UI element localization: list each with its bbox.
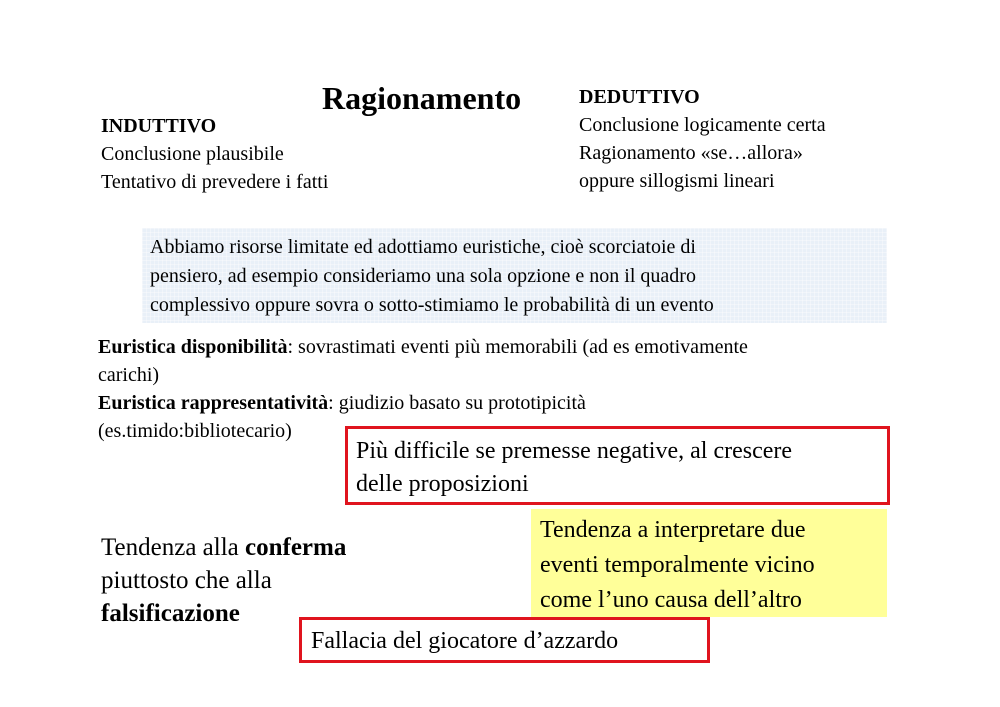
induttivo-block	[101, 112, 328, 196]
deduttivo-block	[579, 83, 826, 195]
tendenza-causa-line-1: Tendenza a interpretare due	[540, 517, 806, 543]
fallacia-box	[299, 617, 710, 663]
tendenza-conferma-line-1	[101, 531, 421, 564]
premesse-negative-line-2: delle proposizioni	[356, 471, 529, 497]
euristiche-box	[142, 228, 887, 323]
euristica-rappresentativita-text: : giudizio basato su prototipicità (es.timido:bibliotecario)	[98, 392, 586, 442]
tendenza-falsificazione-bold: falsificazione	[101, 600, 240, 627]
induttivo-heading: INDUTTIVO	[101, 115, 217, 137]
deduttivo-line-1: Conclusione logicamente certa	[579, 114, 826, 136]
slide-title: Ragionamento	[322, 80, 522, 116]
euristica-disponibilita	[98, 333, 748, 389]
tendenza-conferma-bold: conferma	[245, 534, 347, 561]
euristica-disponibilita-text: : sovrastimati eventi più memorabili (ad es emotivamente carichi)	[98, 336, 748, 386]
euristiche-box-line-1: Abbiamo risorse limitate ed adottiamo euristiche, cioè scorciatoie di	[150, 236, 696, 258]
euristiche-box-line-3: complessivo oppure sovra o sotto-stimiamo le probabilità di un evento	[150, 294, 714, 316]
deduttivo-line-3: oppure sillogismi lineari	[579, 170, 775, 192]
euristiche-box-line-2: pensiero, ad esempio consideriamo una sola opzione e non il quadro	[150, 265, 696, 287]
deduttivo-heading: DEDUTTIVO	[579, 86, 700, 108]
tendenza-causa-box	[531, 509, 887, 617]
tendenza-causa-line-3: come l’uno causa dell’altro	[540, 587, 802, 613]
induttivo-line-1: Conclusione plausibile	[101, 143, 284, 165]
tendenza-conferma-line-2: piuttosto che alla	[101, 567, 272, 594]
euristica-rappresentativita-term: Euristica rappresentatività	[98, 392, 329, 414]
premesse-negative-box	[345, 426, 890, 505]
euristica-disponibilita-term: Euristica disponibilità	[98, 336, 288, 358]
induttivo-line-2: Tentativo di prevedere i fatti	[101, 171, 329, 193]
tendenza-conferma-prefix: Tendenza alla	[101, 534, 245, 561]
tendenza-causa-line-2: eventi temporalmente vicino	[540, 552, 815, 578]
fallacia-text: Fallacia del giocatore d’azzardo	[311, 628, 619, 654]
deduttivo-line-2: Ragionamento «se…allora»	[579, 142, 803, 164]
tendenza-conferma-text	[101, 531, 421, 630]
premesse-negative-line-1: Più difficile se premesse negative, al crescere	[356, 438, 793, 464]
